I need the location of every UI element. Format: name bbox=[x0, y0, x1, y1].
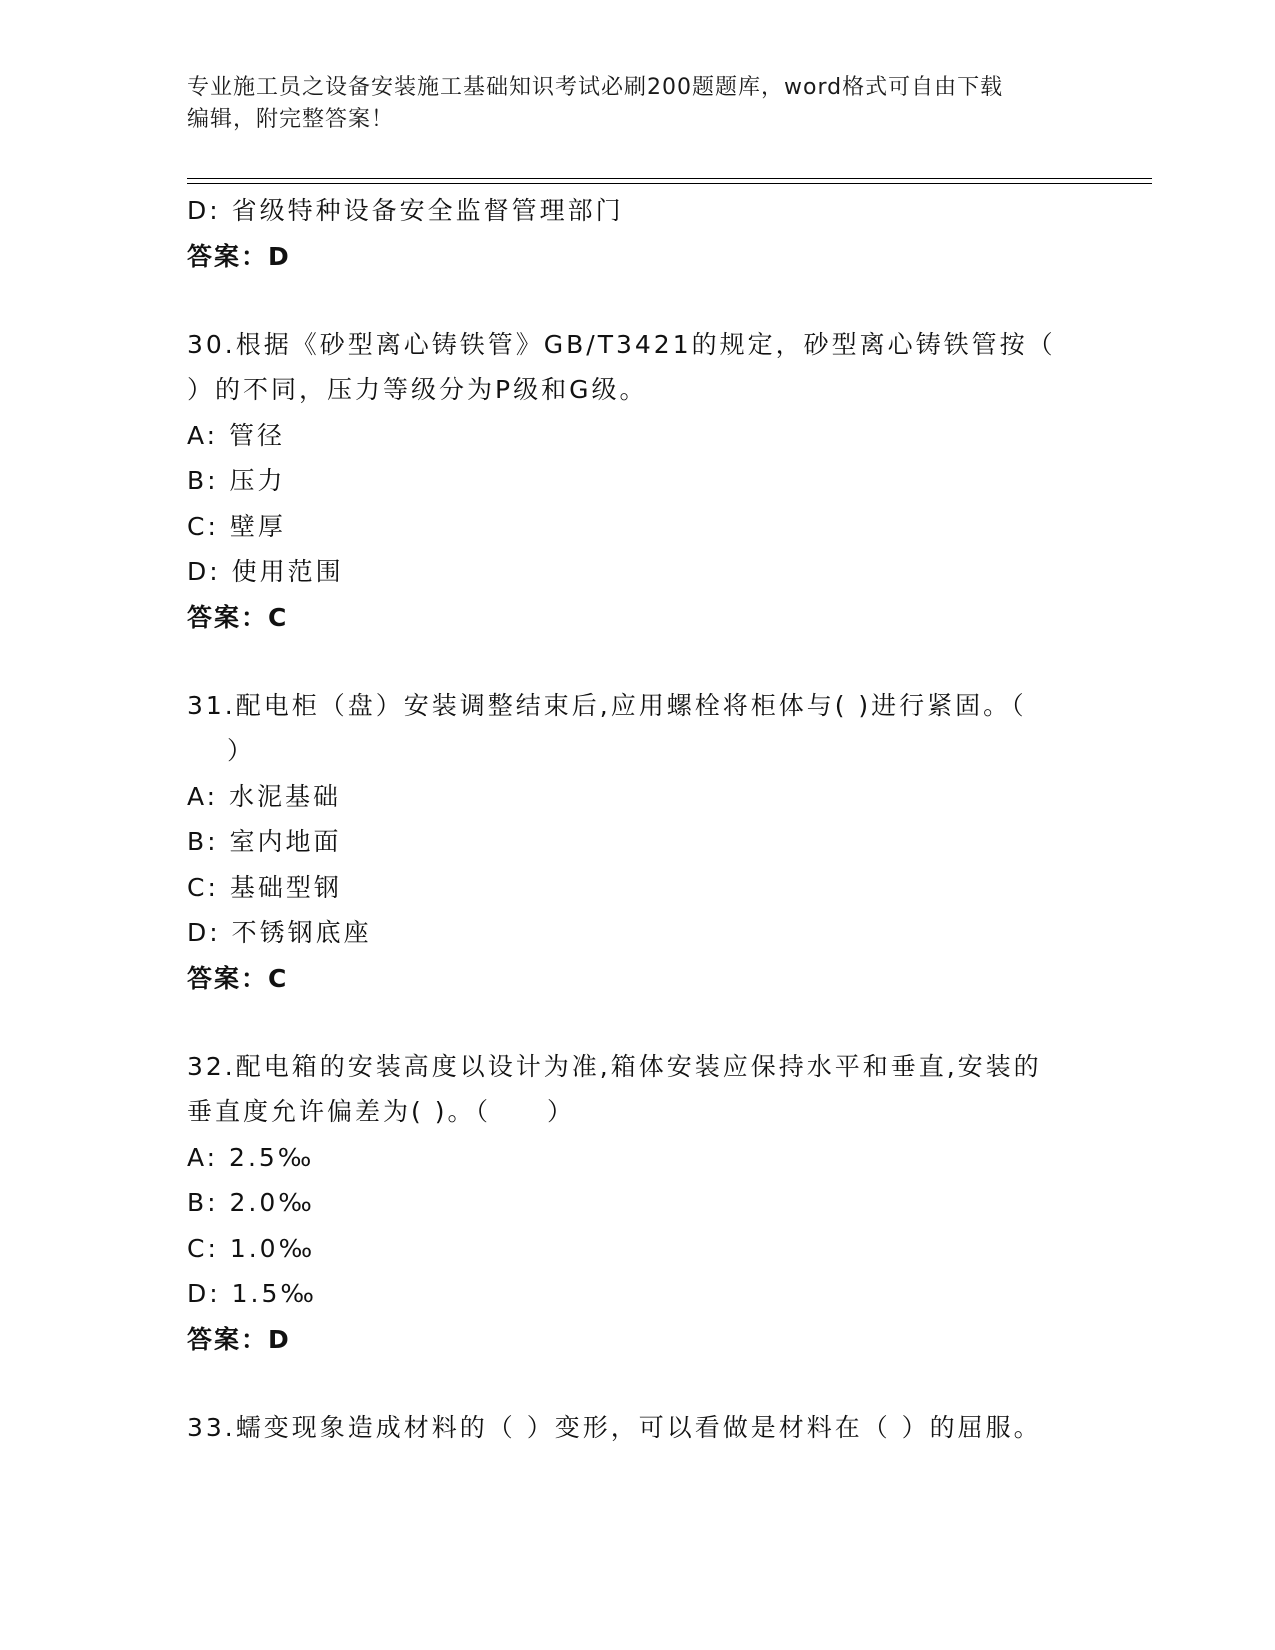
question-31 bbox=[187, 683, 1067, 1002]
option-c: C: 壁厚 bbox=[187, 511, 286, 541]
option-d: D: 不锈钢底座 bbox=[187, 918, 372, 947]
answer-label: 答案：D bbox=[187, 241, 291, 271]
answer-label: 答案：C bbox=[187, 963, 289, 993]
question-32 bbox=[187, 1044, 1067, 1363]
spacer bbox=[187, 280, 1067, 322]
header-title-line-1: 专业施工员之设备安装施工基础知识考试必刷200题题库，word格式可自由下载 bbox=[187, 75, 1004, 100]
question-31-text-line-1: 31.配电柜（盘）安装调整结束后,应用螺栓将柜体与( )进行紧固。（ bbox=[187, 690, 1027, 720]
option-d: D: 使用范围 bbox=[187, 557, 344, 586]
question-30 bbox=[187, 322, 1067, 641]
answer-label: 答案：D bbox=[187, 1324, 291, 1354]
option-a: A: 2.5‰ bbox=[187, 1142, 315, 1172]
option-b: B: 压力 bbox=[187, 466, 286, 495]
question-33-text-line-1: 33.蠕变现象造成材料的（ ）变形，可以看做是材料在（ ）的屈服。 bbox=[187, 1412, 1042, 1442]
header-divider-top bbox=[187, 178, 1152, 179]
question-29-tail bbox=[187, 188, 1067, 280]
header-divider-bottom bbox=[187, 183, 1152, 184]
option-a: A: 管径 bbox=[187, 420, 286, 450]
spacer bbox=[187, 1363, 1067, 1405]
option-d: D: 1.5‰ bbox=[187, 1279, 317, 1308]
spacer bbox=[187, 1002, 1067, 1044]
question-30-text-line-2: ）的不同，压力等级分为P级和G级。 bbox=[187, 375, 648, 404]
option-b: B: 2.0‰ bbox=[187, 1188, 315, 1217]
option-c: C: 基础型钢 bbox=[187, 872, 342, 902]
question-32-text-line-1: 32.配电箱的安装高度以设计为准,箱体安装应保持水平和垂直,安装的 bbox=[187, 1051, 1042, 1081]
answer-label: 答案：C bbox=[187, 602, 289, 632]
header-title-line-2: 编辑，附完整答案！ bbox=[187, 107, 395, 132]
option-d: D: 省级特种设备安全监督管理部门 bbox=[187, 196, 624, 225]
option-a: A: 水泥基础 bbox=[187, 781, 342, 811]
question-31-text-line-2: ） bbox=[227, 736, 256, 765]
spacer bbox=[187, 641, 1067, 683]
option-b: B: 室内地面 bbox=[187, 827, 342, 856]
question-30-text-line-1: 30.根据《砂型离心铸铁管》GB/T3421的规定，砂型离心铸铁管按（ bbox=[187, 329, 1056, 359]
question-32-text-line-2: 垂直度允许偏差为( )。（ ） bbox=[187, 1097, 575, 1126]
option-c: C: 1.0‰ bbox=[187, 1233, 316, 1263]
question-list bbox=[187, 188, 1067, 1450]
document-header bbox=[187, 72, 1067, 136]
question-33 bbox=[187, 1405, 1067, 1451]
